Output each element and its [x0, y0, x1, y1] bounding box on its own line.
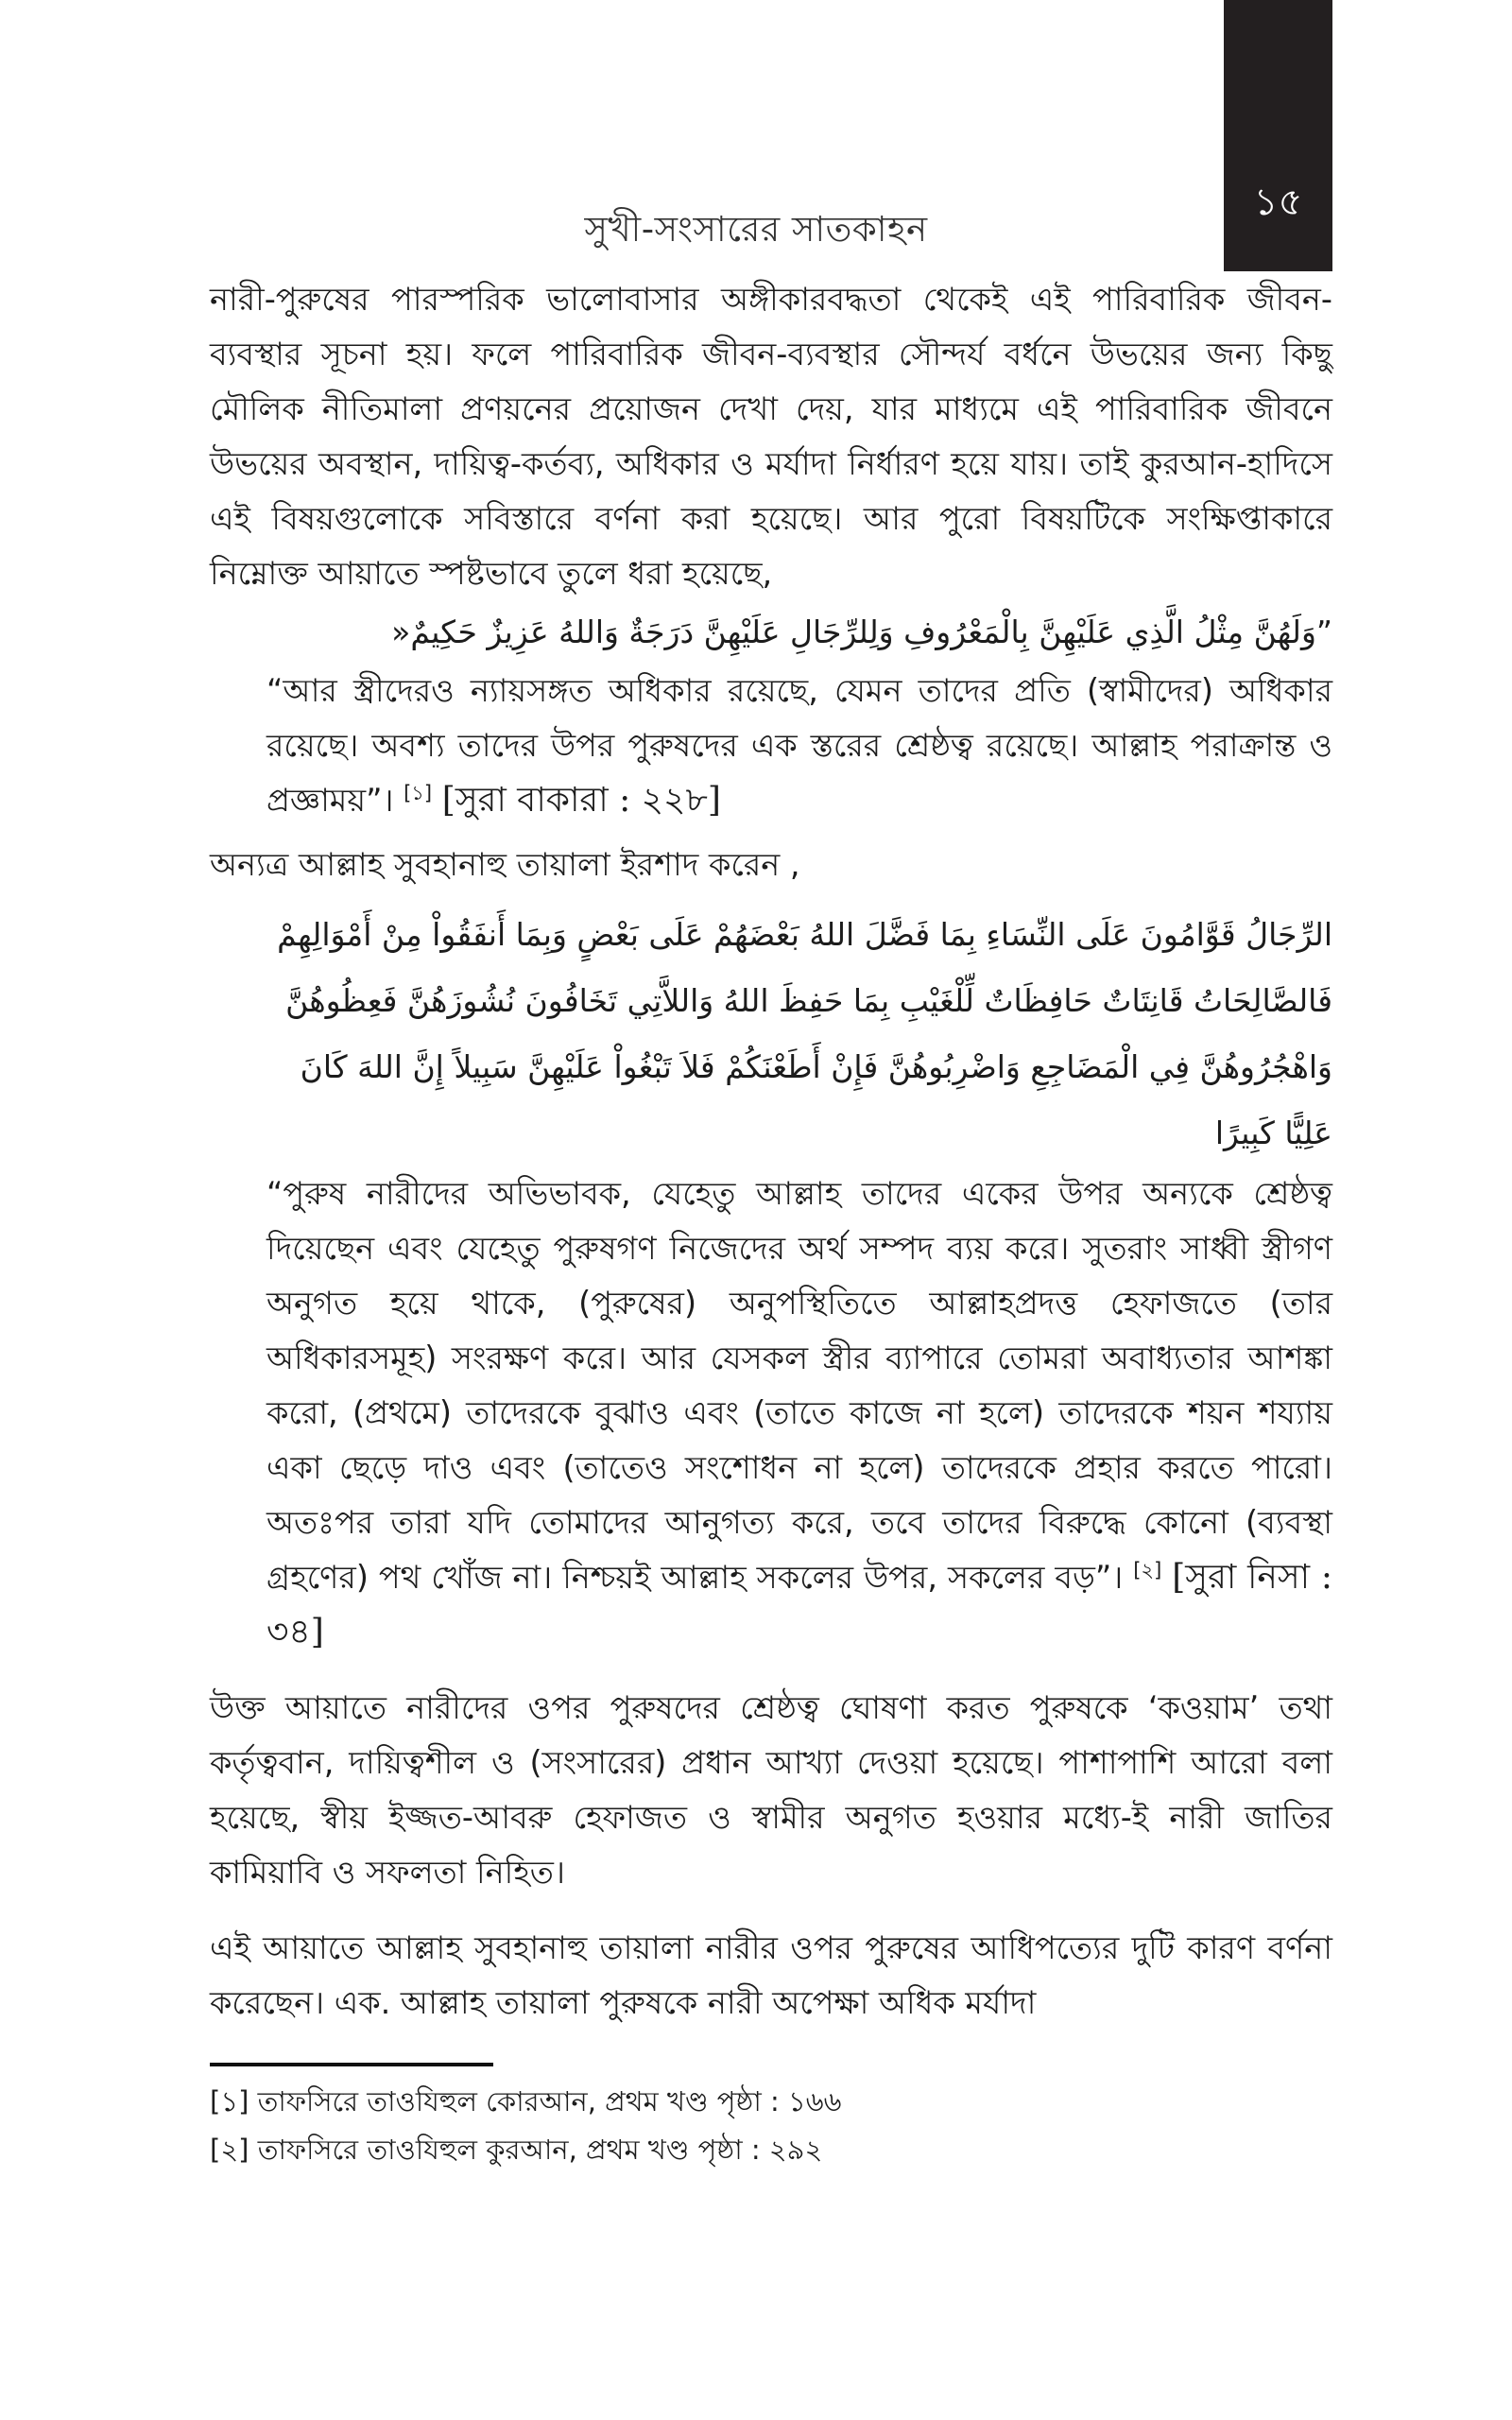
footnote-2: [২] তাফসিরে তাওযিহুল কুরআন, প্রথম খণ্ড পৃষ্ঠা : ২৯২: [210, 2134, 823, 2166]
surah-reference: [সুরা বাকারা : ২২৮]: [441, 781, 721, 820]
footnote-1: [১] তাফসিরে তাওযিহুল কোরআন, প্রথম খণ্ড পৃষ্ঠা : ১৬৬: [210, 2085, 842, 2118]
footnote-marker: [২]: [1133, 1558, 1162, 1582]
paragraph-elsewhere: অন্যত্র আল্লাহ সুবহানাহু তায়ালা ইরশাদ করেন ,: [210, 846, 800, 883]
quote-text: “পুরুষ নারীদের অভিভাবক, যেহেতু আল্লাহ তাদের একের উপর অন্যকে শ্রেষ্ঠত্ব দিয়েছেন এবং যেহেতু পুরুষগণ নিজেদের অর্থ সম্পদ ব্যয় করে। সুতরাং সাধ্বী স্ত্রীগণ অনুগত হয়ে থাকে, (পুরুষের) অনুপস্থিতিতে আল্লাহপ্রদত্ত হেফাজতে (তার অধিকারসমূহ) সংরক্ষণ করে। আর যেসকল স্ত্রীর ব্যাপারে তোমরা অবাধ্যতার আশঙ্কা করো, (প্রথমে) তাদেরকে বুঝাও এবং (তাতে কাজে না হলে) তাদেরকে শয়ন শয্যায় একা ছেড়ে দাও এবং (তাতেও সংশোধন না হলে) তাদেরকে প্রহার করতে পারো। অতঃপর তারা যদি তোমাদের আনুগত্য করে, তবে তাদের বিরুদ্ধে কোনো (ব্যবস্থা গ্রহণের) পথ খোঁজ না। নিশ্চয়ই আল্লাহ সকলের উপর, সকলের বড়”।: [266, 1175, 1332, 1596]
paragraph-qawwam: উক্ত আয়াতে নারীদের ওপর পুরুষদের শ্রেষ্ঠত্ব ঘোষণা করত পুরুষকে ‘কওয়াম’ তথা কর্তৃত্ববান, দায়িত্বশীল ও (সংসারের) প্রধান আখ্যা দেওয়া হয়েছে। পাশাপাশি আরো বলা হয়েছে, স্বীয় ইজ্জত-আবরু হেফাজত ও স্বামীর অনুগত হওয়ার মধ্যে-ই নারী জাতির কামিয়াবি ও সফলতা নিহিত।: [210, 1689, 1332, 1891]
arabic-verse-baqara: ”وَلَهُنَّ مِثْلُ الَّذِي عَلَيْهِنَّ بِالْمَعْرُوفِ وَلِلرِّجَالِ عَلَيْهِنَّ دَرَجَةٌ وَاللهُ عَزِيزٌ حَكِيمٌ«: [391, 614, 1332, 650]
translation-quote-nisa: [266, 1167, 1332, 1660]
page-body: [210, 272, 1332, 2031]
translation-quote-baqara: [266, 664, 1332, 828]
surah-reference: [সুরা নিসা : ৩৪]: [266, 1558, 1333, 1651]
footnotes: [210, 2078, 1249, 2174]
running-title: সুখী-সংসারের সাতকাহন: [584, 209, 928, 250]
footnote-divider: [210, 2063, 493, 2066]
paragraph-two-reasons: এই আয়াতে আল্লাহ সুবহানাহু তায়ালা নারীর ওপর পুরুষের আধিপত্যের দুটি কারণ বর্ণনা করেছেন। এক. আল্লাহ তায়ালা পুরুষকে নারী অপেক্ষা অধিক মর্যাদা: [210, 1929, 1332, 2021]
paragraph-intro: নারী-পুরুষের পারস্পরিক ভালোবাসার অঙ্গীকারবদ্ধতা থেকেই এই পারিবারিক জীবন-ব্যবস্থার সূচনা হয়। ফলে পারিবারিক জীবন-ব্যবস্থার সৌন্দর্য বর্ধনে উভয়ের জন্য কিছু মৌলিক নীতিমালা প্রণয়নের প্রয়োজন দেখা দেয়, যার মাধ্যমে এই পারিবারিক জীবনে উভয়ের অবস্থান, দায়িত্ব-কর্তব্য, অধিকার ও মর্যাদা নির্ধারণ হয়ে যায়। তাই কুরআন-হাদিসে এই বিষয়গুলোকে সবিস্তারে বর্ণনা করা হয়েছে। আর পুরো বিষয়টিকে সংক্ষিপ্তাকারে নিম্নোক্ত আয়াতে স্পষ্টভাবে তুলে ধরা হয়েছে,: [210, 281, 1332, 592]
quote-text: “আর স্ত্রীদেরও ন্যায়সঙ্গত অধিকার রয়েছে, যেমন তাদের প্রতি (স্বামীদের) অধিকার রয়েছে। অবশ্য তাদের উপর পুরুষদের এক স্তরের শ্রেষ্ঠত্ব রয়েছে। আল্লাহ পরাক্রান্ত ও প্রজ্ঞাময়”।: [266, 672, 1332, 819]
arabic-verse-nisa: الرِّجَالُ قَوَّامُونَ عَلَى النِّسَاءِ بِمَا فَضَّلَ اللهُ بَعْضَهُمْ عَلَى بَعْضٍ وَبِمَا أَنفَقُواْ مِنْ أَمْوَالِهِمْ فَالصَّالِحَاتُ قَانِتَاتٌ حَافِظَاتٌ لِّلْغَيْبِ بِمَا حَفِظَ اللهُ وَاللاَّتِي تَخَافُونَ نُشُوزَهُنَّ فَعِظُوهُنَّ وَاهْجُرُوهُنَّ فِي الْمَضَاجِعِ وَاضْرِبُوهُنَّ فَإِنْ أَطَعْنَكُمْ فَلاَ تَبْغُواْ عَلَيْهِنَّ سَبِيلاً إِنَّ اللهَ كَانَ عَلِيًّا كَبِيرًا: [277, 916, 1332, 1151]
footnote-marker: [১]: [404, 781, 433, 804]
page-number: ১৫: [1253, 181, 1303, 224]
